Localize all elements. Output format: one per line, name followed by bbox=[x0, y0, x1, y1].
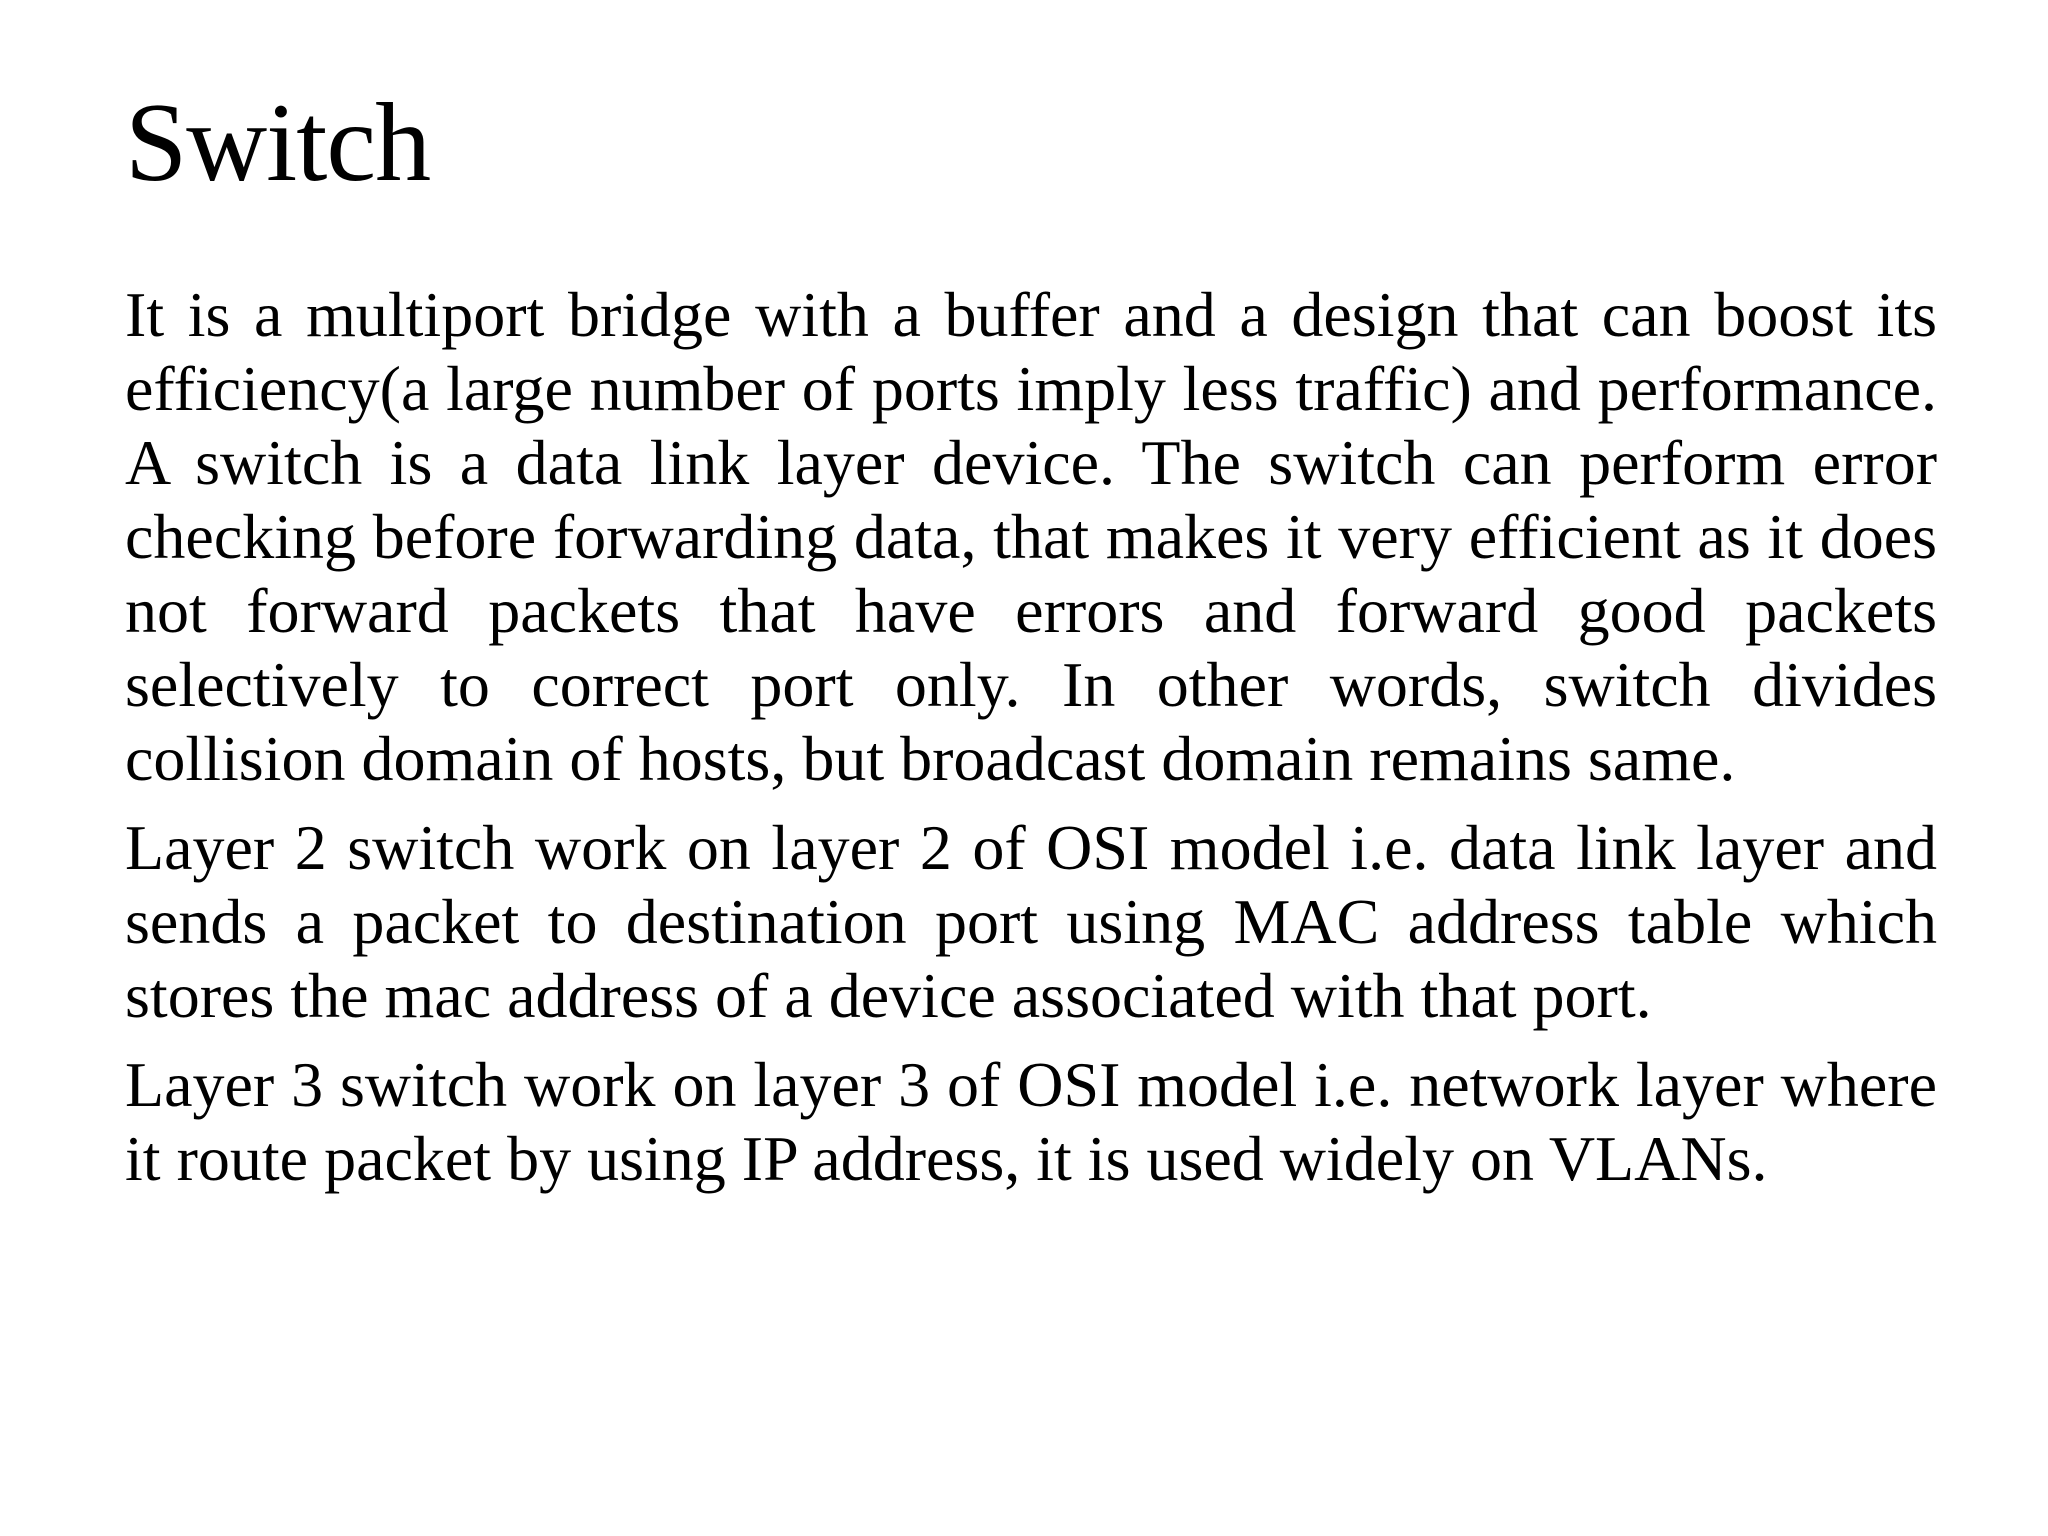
paragraph-layer-3-switch: Layer 3 switch work on layer 3 of OSI model i.e. network layer where it route packet by using IP address, it is used widely on VLANs. bbox=[125, 1049, 1937, 1194]
slide-body bbox=[125, 278, 1937, 1211]
slide-title: Switch bbox=[125, 81, 431, 205]
paragraph-switch-definition: It is a multiport bridge with a buffer and a design that can boost its efficiency(a large number of ports imply less traffic) and performance. A switch is a data link layer device. The switch can perform error checking before forwarding data, that makes it very efficient as it does not forward packets that have errors and forward good packets selectively to correct port only. In other words, switch divides collision domain of hosts, but broadcast domain remains same. bbox=[125, 279, 1937, 794]
paragraph-layer-2-switch: Layer 2 switch work on layer 2 of OSI model i.e. data link layer and sends a packet to destination port using MAC address table which stores the mac address of a device associated with that port. bbox=[125, 812, 1937, 1031]
